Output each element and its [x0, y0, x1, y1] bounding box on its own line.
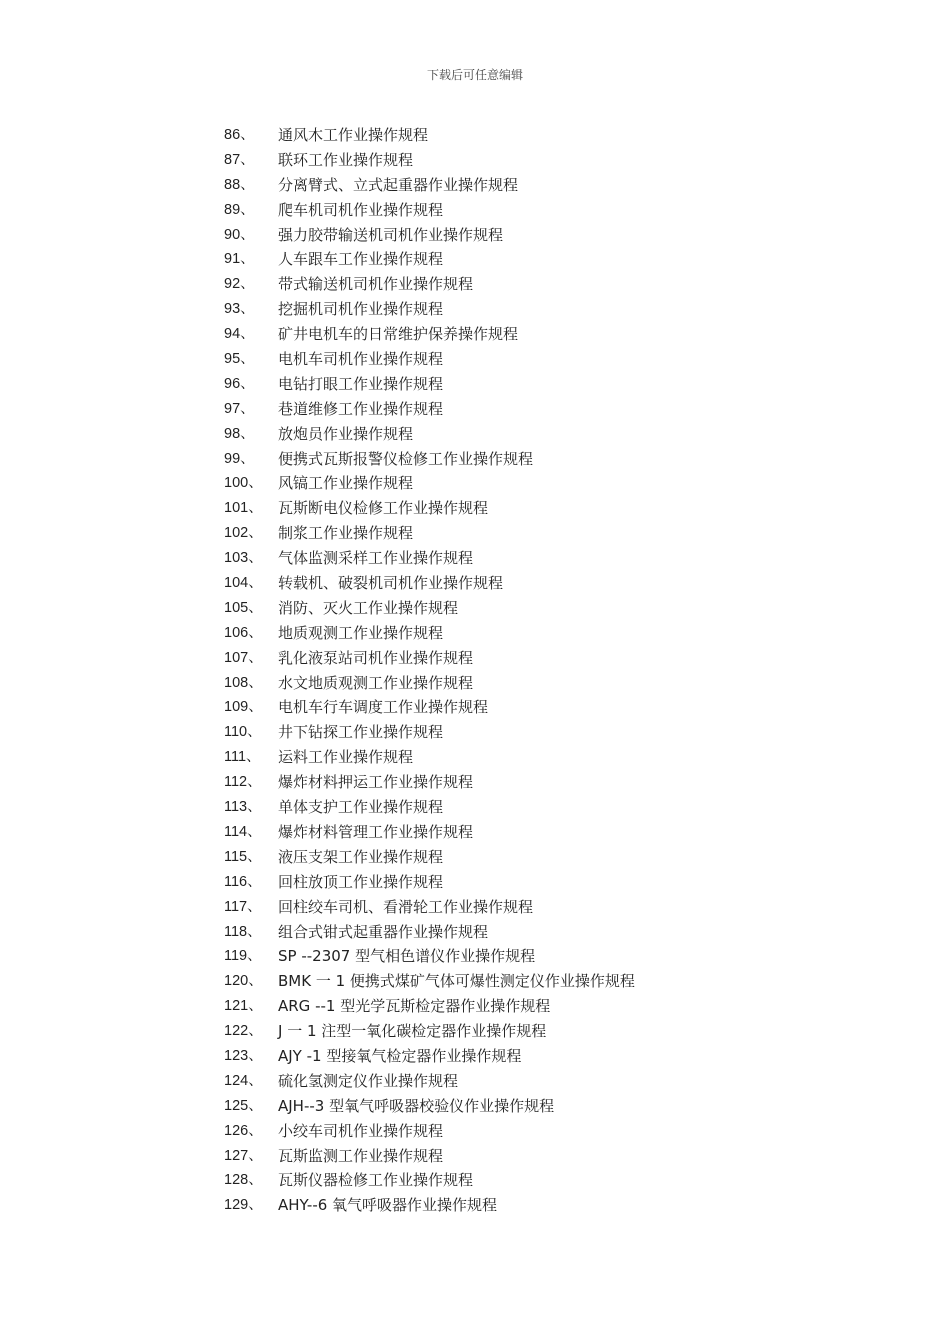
list-item [224, 671, 844, 696]
list-item [224, 1193, 844, 1218]
list-item-number: 103、 [224, 550, 263, 567]
list-item [224, 770, 844, 795]
list-item [224, 272, 844, 297]
list-item-title: 联环工作业操作规程 [278, 150, 414, 169]
list-item-title: ARG --1 型光学瓦斯检定器作业操作规程 [278, 997, 551, 1016]
list-item-number: 87、 [224, 151, 255, 168]
list-item-title: 水文地质观测工作业操作规程 [278, 673, 474, 692]
list-item-title: 强力胶带输送机司机作业操作规程 [278, 225, 504, 244]
list-item [224, 1144, 844, 1169]
page-header: 下载后可任意编辑 [426, 68, 523, 82]
list-item-title: 回柱放顶工作业操作规程 [278, 872, 444, 891]
list-item-number: 86、 [224, 127, 255, 143]
list-item-title: 运料工作业操作规程 [278, 748, 414, 767]
list-item [224, 720, 844, 745]
list-item [224, 397, 844, 422]
list-item [224, 521, 844, 546]
procedure-list [224, 123, 844, 1218]
list-item [224, 347, 844, 372]
list-item-title: 爆炸材料押运工作业操作规程 [278, 773, 474, 792]
list-item [224, 173, 844, 198]
list-item-number: 126、 [224, 1122, 263, 1139]
list-item-title: AJY -1 型接氧气检定器作业操作规程 [278, 1046, 522, 1065]
list-item [224, 1119, 844, 1144]
list-item-number: 117、 [224, 898, 262, 915]
list-item-number: 118、 [224, 923, 262, 940]
list-item-title: 人车跟车工作业操作规程 [278, 250, 444, 269]
list-item [224, 895, 844, 920]
list-item-title: 地质观测工作业操作规程 [278, 623, 444, 642]
list-item-number: 122、 [224, 1023, 263, 1040]
list-item-number: 89、 [224, 201, 255, 218]
list-item-title: 转载机、破裂机司机作业操作规程 [278, 574, 504, 593]
list-item-number: 104、 [224, 575, 263, 592]
list-item-title: SP --2307 型气相色谱仪作业操作规程 [278, 947, 536, 966]
list-item-number: 110、 [224, 724, 262, 741]
list-item [224, 471, 844, 496]
list-item-number: 127、 [224, 1147, 263, 1164]
list-item-number: 97、 [224, 400, 255, 417]
list-item-number: 108、 [224, 674, 263, 691]
list-item-number: 96、 [224, 375, 255, 392]
list-item-title: 爬车机司机作业操作规程 [278, 200, 444, 219]
list-item [224, 422, 844, 447]
list-item-title: 回柱绞车司机、看滑轮工作业操作规程 [278, 897, 534, 916]
list-item-number: 93、 [224, 301, 255, 318]
list-item-number: 88、 [224, 176, 255, 193]
list-item [224, 695, 844, 720]
list-item-number: 115、 [224, 848, 262, 865]
list-item-title: 电机车行车调度工作业操作规程 [278, 698, 489, 717]
list-item [224, 372, 844, 397]
list-item-title: J 一 1 注型一氧化碳检定器作业操作规程 [278, 1022, 547, 1041]
list-item-number: 114、 [224, 823, 262, 840]
list-item [224, 745, 844, 770]
list-item [224, 820, 844, 845]
list-item-number: 94、 [224, 326, 255, 343]
list-item [224, 944, 844, 969]
list-item-title: 制浆工作业操作规程 [278, 524, 414, 543]
list-item-title: 瓦斯监测工作业操作规程 [278, 1146, 444, 1165]
list-item [224, 546, 844, 571]
list-item-number: 123、 [224, 1047, 263, 1064]
list-item-number: 90、 [224, 226, 255, 243]
list-item-number: 125、 [224, 1097, 263, 1114]
list-item [224, 1094, 844, 1119]
list-item-number: 102、 [224, 525, 263, 542]
list-item-title: 乳化液泵站司机作业操作规程 [278, 648, 474, 667]
list-item-number: 101、 [224, 500, 263, 517]
list-item-number: 100、 [224, 475, 263, 492]
list-item [224, 322, 844, 347]
list-item-title: 瓦斯断电仪检修工作业操作规程 [278, 499, 489, 518]
list-item-number: 106、 [224, 624, 263, 641]
list-item-title: 气体监测采样工作业操作规程 [278, 549, 474, 568]
list-item-number: 109、 [224, 699, 263, 716]
list-item-title: 电机车司机作业操作规程 [278, 350, 444, 369]
list-item [224, 969, 844, 994]
list-item-number: 121、 [224, 998, 263, 1015]
list-item-number: 116、 [224, 873, 262, 890]
list-item-number: 129、 [224, 1197, 263, 1214]
list-item-title: 瓦斯仪器检修工作业操作规程 [278, 1171, 474, 1190]
list-item-number: 112、 [224, 774, 262, 791]
list-item-number: 111、 [224, 749, 261, 766]
list-item-title: 电钻打眼工作业操作规程 [278, 374, 444, 393]
list-item [224, 845, 844, 870]
list-item [224, 1069, 844, 1094]
list-item-number: 107、 [224, 649, 263, 666]
list-item-title: 消防、灭火工作业操作规程 [278, 598, 459, 617]
list-item-title: 风镐工作业操作规程 [278, 474, 414, 493]
list-item [224, 1019, 844, 1044]
list-item-title: 放炮员作业操作规程 [278, 424, 414, 443]
list-item [224, 994, 844, 1019]
list-item-title: 便携式瓦斯报警仪检修工作业操作规程 [278, 449, 534, 468]
list-item-title: 爆炸材料管理工作业操作规程 [278, 822, 474, 841]
list-item [224, 447, 844, 472]
list-item-number: 124、 [224, 1072, 263, 1089]
list-item [224, 920, 844, 945]
list-item-title: 带式输送机司机作业操作规程 [278, 275, 474, 294]
list-item [224, 646, 844, 671]
list-item-title: BMK 一 1 便携式煤矿气体可爆性测定仪作业操作规程 [278, 972, 635, 991]
list-item [224, 621, 844, 646]
list-item-number: 95、 [224, 351, 255, 368]
list-item [224, 297, 844, 322]
list-item-title: 组合式钳式起重器作业操作规程 [278, 922, 489, 941]
list-item-number: 99、 [224, 450, 255, 467]
list-item [224, 223, 844, 248]
list-item-number: 120、 [224, 973, 263, 990]
list-item-number: 119、 [224, 948, 262, 965]
list-item-number: 113、 [224, 799, 262, 816]
list-item-title: AHY--6 氧气呼吸器作业操作规程 [278, 1196, 498, 1215]
list-item-number: 98、 [224, 425, 255, 442]
list-item-number: 105、 [224, 599, 263, 616]
list-item-title: 通风木工作业操作规程 [278, 126, 429, 144]
list-item [224, 148, 844, 173]
list-item-number: 92、 [224, 276, 255, 293]
list-item-title: 小绞车司机作业操作规程 [278, 1121, 444, 1140]
list-item-number: 128、 [224, 1172, 263, 1189]
list-item [224, 123, 844, 148]
list-item [224, 247, 844, 272]
list-item-title: 井下钻探工作业操作规程 [278, 723, 444, 742]
list-item [224, 1044, 844, 1069]
list-item [224, 198, 844, 223]
list-item [224, 1168, 844, 1193]
list-item-title: 分离臂式、立式起重器作业操作规程 [278, 175, 519, 194]
list-item-title: 巷道维修工作业操作规程 [278, 399, 444, 418]
list-item-title: 矿井电机车的日常维护保养操作规程 [278, 325, 519, 344]
list-item-title: AJH--3 型氧气呼吸器校验仪作业操作规程 [278, 1096, 555, 1115]
list-item [224, 795, 844, 820]
list-item-title: 液压支架工作业操作规程 [278, 847, 444, 866]
list-item-title: 挖掘机司机作业操作规程 [278, 300, 444, 319]
list-item-title: 硫化氢测定仪作业操作规程 [278, 1071, 459, 1090]
list-item-number: 91、 [224, 251, 255, 268]
list-item [224, 496, 844, 521]
list-item [224, 571, 844, 596]
list-item [224, 870, 844, 895]
list-item-title: 单体支护工作业操作规程 [278, 798, 444, 817]
list-item [224, 596, 844, 621]
